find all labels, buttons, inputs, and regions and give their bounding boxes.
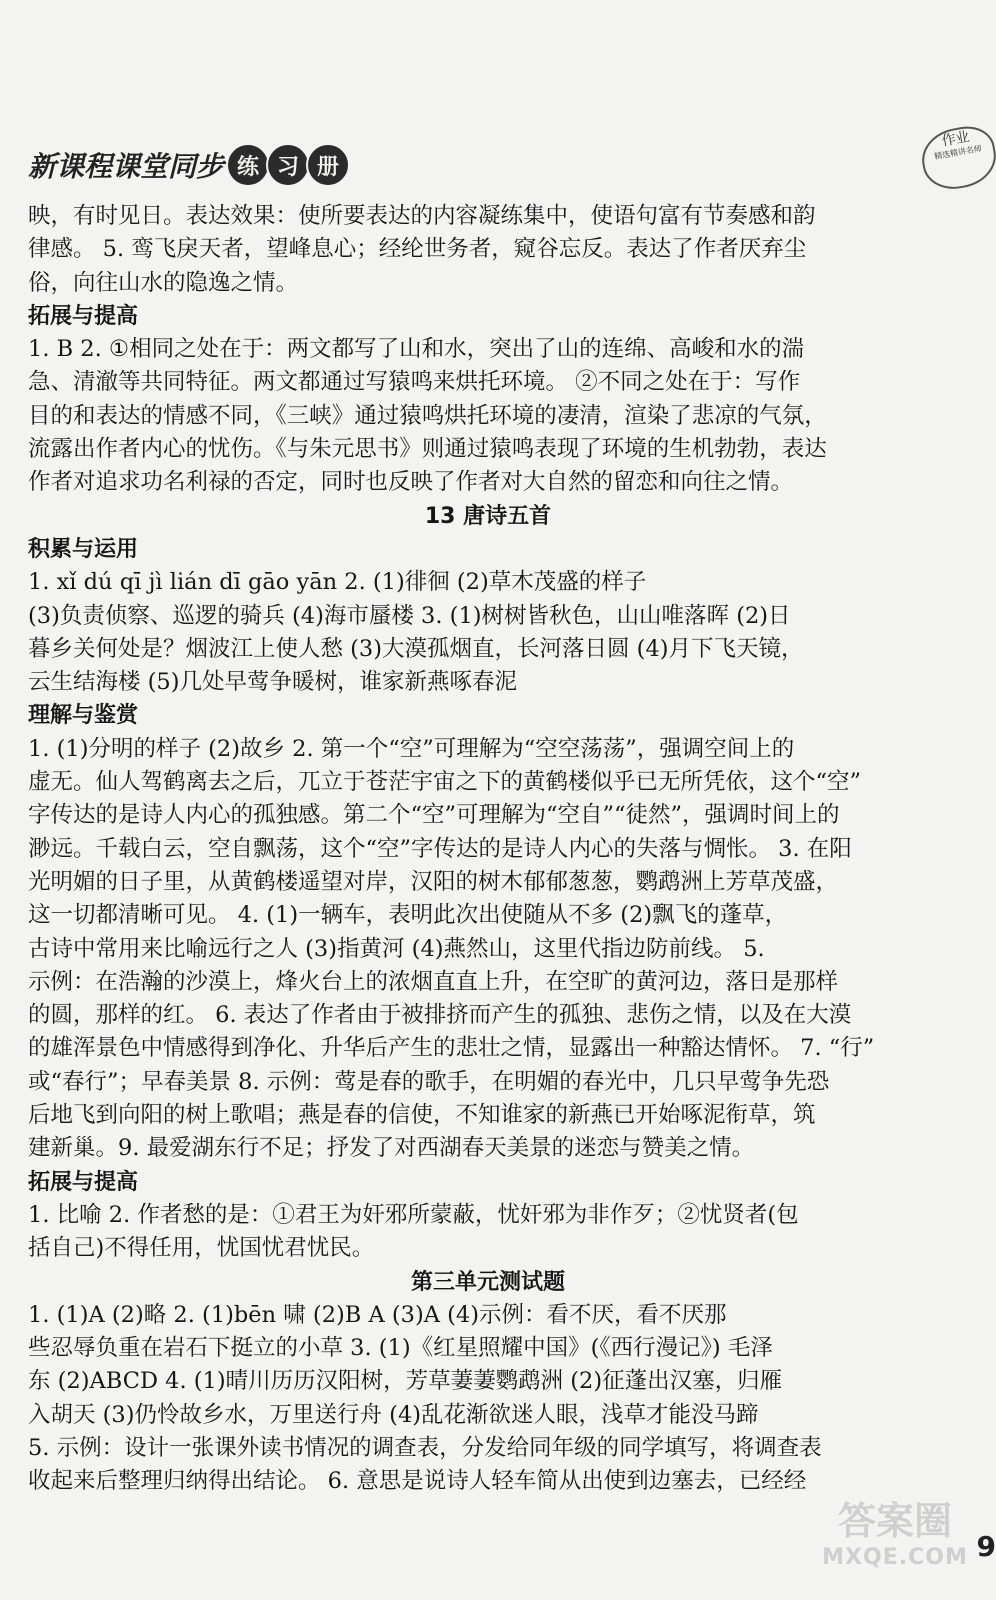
text-line: 律感。 5. 鸾飞戾天者，望峰息心；经纶世务者，窥谷忘反。表达了作者厌弃尘 bbox=[28, 236, 807, 263]
homework-stamp bbox=[917, 122, 996, 194]
text-line: 映，有时见日。表达效果：使所要表达的内容凝练集中，使语句富有节奏感和韵 bbox=[28, 203, 816, 229]
watermark-logo: 答案圈 bbox=[837, 1499, 952, 1543]
text-line: 或“春行”；早春美景 8. 示例：莺是春的歌手，在明媚的春光中，几只早莺争先恐 bbox=[28, 1068, 830, 1095]
section-heading: 积累与运用 bbox=[28, 536, 139, 562]
text-line: 的雄浑景色中情感得到净化、升华后产生的悲壮之情，显露出一种豁达情怀。 7. “行” bbox=[28, 1035, 875, 1062]
text-line: 急、清澈等共同特征。两文都通过写猿鸣来烘托环境。 ②不同之处在于：写作 bbox=[28, 369, 801, 396]
text-line: 示例：在浩瀚的沙漠上，烽火台上的浓烟直直上升，在空旷的黄河边，落日是那样 bbox=[28, 968, 839, 995]
text-line: 虚无。仙人驾鹤离去之后，兀立于苍茫宇宙之下的黄鹤楼似乎已无所凭依，这个“空” bbox=[28, 769, 862, 796]
text-line: 俗，向往山水的隐逸之情。 bbox=[28, 269, 299, 296]
brand-title: 新课程课堂同步 bbox=[28, 150, 225, 183]
text-line: 后地飞到向阳的树上歌唱；燕是春的信使，不知谁家的新燕已开始啄泥衔草，筑 bbox=[28, 1102, 816, 1129]
text-line: 古诗中常用来比喻远行之人 (3)指黄河 (4)燕然山，这里代指边防前线。 5. bbox=[28, 935, 765, 962]
text-line: 光明媚的日子里，从黄鹤楼遥望对岸，汉阳的树木郁郁葱葱，鹦鹉洲上芳草茂盛， bbox=[28, 868, 839, 895]
text-line: 渺远。千载白云，空自飘荡，这个“空”字传达的是诗人内心的失落与惆怅。 3. 在阳 bbox=[28, 835, 852, 862]
text-line: 些忍辱负重在岩石下挺立的小草 3. (1)《红星照耀中国》(《西行漫记》) 毛泽 bbox=[28, 1335, 773, 1362]
text-line: 括自己)不得任用，忧国忧君忧民。 bbox=[28, 1235, 375, 1262]
text-line: 暮乡关何处是？烟波江上使人愁 (3)大漠孤烟直，长河落日圆 (4)月下飞天镜， bbox=[28, 635, 804, 662]
stamp-title: 作业 bbox=[940, 128, 971, 150]
badge-ce: 册 bbox=[306, 143, 350, 187]
badge-lian: 练 bbox=[226, 143, 270, 187]
text-line: 建新巢。9. 最爱湖东行不足；抒发了对西湖春天美景的迷恋与赞美之情。 bbox=[28, 1135, 755, 1162]
text-line: 东 (2)ABCD 4. (1)晴川历历汉阳树，芳草萋萋鹦鹉洲 (2)征蓬出汉塞，归雁 bbox=[28, 1368, 783, 1395]
text-line: 入胡天 (3)仍怜故乡水，万里送行舟 (4)乱花渐欲迷人眼，浅草才能没马蹄 bbox=[28, 1401, 759, 1428]
text-line: 1. B 2. ①相同之处在于：两文都写了山和水，突出了山的连绵、高峻和水的湍 bbox=[28, 336, 805, 363]
badge-xi: 习 bbox=[266, 143, 310, 187]
lesson-title: 13 唐诗五首 bbox=[424, 503, 552, 529]
text-line: 作者对追求功名利禄的否定，同时也反映了作者对大自然的留恋和向往之情。 bbox=[28, 469, 794, 496]
text-line: 目的和表达的情感不同，《三峡》通过猿鸣烘托环境的凄清，渲染了悲凉的气氛， bbox=[28, 402, 827, 429]
text-line: 字传达的是诗人内心的孤独感。第二个“空”可理解为“空自”“徒然”，强调时间上的 bbox=[28, 802, 840, 829]
section-heading: 理解与鉴赏 bbox=[28, 703, 139, 729]
text-line: 1. (1)A (2)略 2. (1)bēn 啸 (2)B A (3)A (4)示例：看不厌，看不厌那 bbox=[28, 1301, 727, 1328]
text-line: 1. (1)分明的样子 (2)故乡 2. 第一个“空”可理解为“空空荡荡”，强调空间上的 bbox=[28, 735, 795, 762]
stamp-subtitle: 精选精讲名师 bbox=[933, 143, 983, 162]
text-line: 1. xǐ dú qī jì lián dī gāo yān 2. (1)徘徊 (2)草木茂盛的样子 bbox=[28, 569, 647, 596]
text-line: 云生结海楼 (5)几处早莺争暖树，谁家新燕啄春泥 bbox=[28, 669, 518, 696]
text-line: 这一切都清晰可见。 4. (1)一辆车，表明此次出使随从不多 (2)飘飞的蓬草， bbox=[28, 902, 788, 929]
answer-text bbox=[28, 200, 948, 1499]
text-line: 1. 比喻 2. 作者愁的是：①君王为奸邪所蒙蔽，忧奸邪为非作歹；②忧贤者(包 bbox=[28, 1201, 799, 1228]
watermark-url: MXQE.COM bbox=[822, 1545, 968, 1570]
page-header bbox=[28, 140, 350, 190]
text-line: (3)负责侦察、巡逻的骑兵 (4)海市蜃楼 3. (1)树树皆秋色，山山唯落晖 (2)日 bbox=[28, 602, 791, 629]
text-line: 收起来后整理归纳得出结论。 6. 意思是说诗人轻车简从出使到边塞去，已经经 bbox=[28, 1468, 807, 1495]
text-line: 的圆，那样的红。 6. 表达了作者由于被排挤而产生的孤独、悲伤之情，以及在大漠 bbox=[28, 1002, 852, 1029]
site-watermark bbox=[820, 1490, 970, 1590]
unit-test-title: 第三单元测试题 bbox=[410, 1269, 565, 1295]
brand-badges bbox=[230, 143, 350, 187]
section-heading: 拓展与提高 bbox=[28, 1169, 139, 1195]
section-heading: 拓展与提高 bbox=[28, 303, 139, 329]
page-number: 9 bbox=[976, 1530, 996, 1563]
text-line: 5. 示例：设计一张课外读书情况的调查表，分发给同年级的同学填写，将调查表 bbox=[28, 1434, 822, 1461]
text-line: 流露出作者内心的忧伤。《与朱元思书》则通过猿鸣表现了环境的生机勃勃，表达 bbox=[28, 436, 827, 463]
